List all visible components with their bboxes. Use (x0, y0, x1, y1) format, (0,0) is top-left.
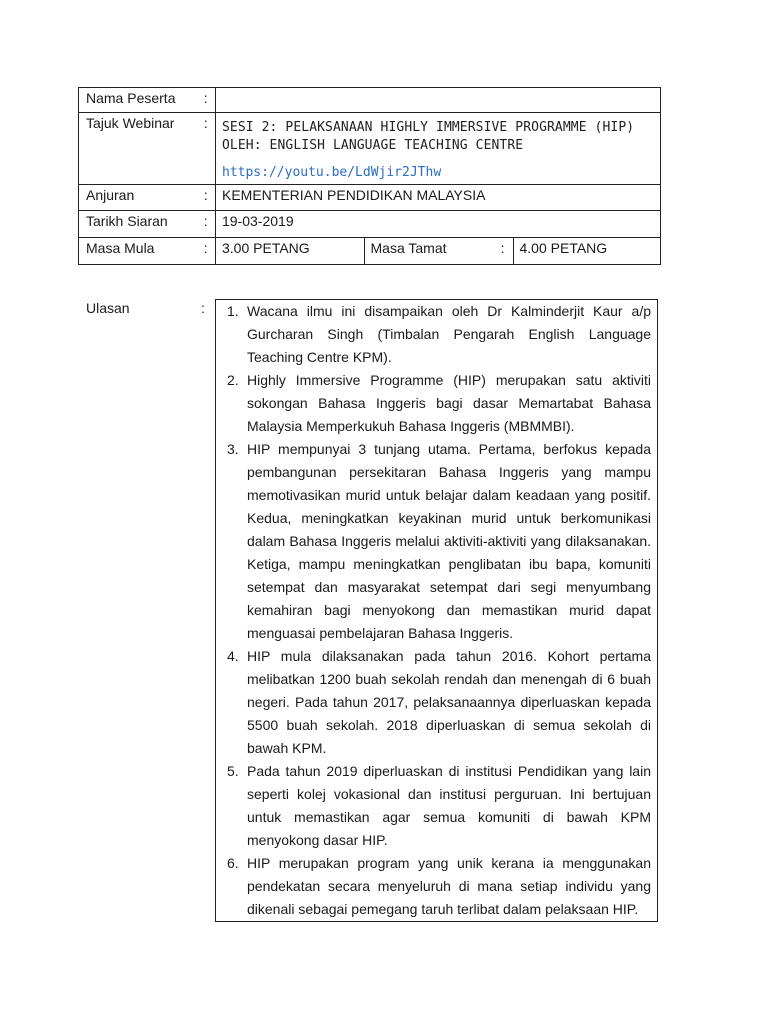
review-item-number: 4. (227, 648, 239, 664)
review-item-text: Highly Immersive Programme (HIP) merupakan satu aktiviti sokongan Bahasa Inggeris bagi dasar Memartabat Bahasa Malaysia Memperkukuh Bahasa Inggeris (MBMMBI). (247, 372, 651, 434)
organizer-value: KEMENTERIAN PENDIDIKAN MALAYSIA (216, 185, 661, 211)
date-value: 19-03-2019 (216, 211, 661, 238)
review-item-number: 5. (227, 763, 239, 779)
title-colon: : (197, 113, 216, 185)
organizer-label: Anjuran (79, 185, 197, 211)
review-item-text: Wacana ilmu ini disampaikan oleh Dr Kalminderjit Kaur a/p Gurcharan Singh (Timbalan Pengarah English Language Teaching Centre KPM). (247, 303, 651, 365)
participant-value (216, 88, 661, 113)
review-item (227, 852, 651, 921)
review-item (227, 438, 651, 645)
participant-label: Nama Peserta (79, 88, 197, 113)
participant-row (79, 88, 661, 113)
review-item-text: HIP merupakan program yang unik kerana ia menggunakan pendekatan secara menyeluruh di mana setiap individu yang dikenali sebagai pemegang taruh terlibat dalam pelaksaan HIP. (247, 855, 651, 917)
end-label-cell (364, 238, 513, 264)
review-label: Ulasan (86, 300, 130, 316)
organizer-row (79, 185, 661, 211)
date-label: Tarikh Siaran (79, 211, 197, 238)
organizer-colon: : (197, 185, 216, 211)
review-item (227, 760, 651, 852)
start-colon: : (197, 238, 216, 265)
webinar-info-table (78, 87, 661, 265)
title-cell (216, 113, 661, 185)
end-value: 4.00 PETANG (519, 240, 608, 256)
end-label: Masa Tamat (370, 240, 447, 256)
time-subtable (216, 238, 661, 264)
review-item (227, 300, 651, 369)
review-item (227, 645, 651, 760)
title-row (79, 113, 661, 185)
participant-colon: : (197, 88, 216, 113)
review-item-number: 1. (227, 303, 239, 319)
review-box (215, 299, 658, 922)
start-value: 3.00 PETANG (222, 240, 310, 256)
start-label: Masa Mula (79, 238, 197, 265)
date-colon: : (197, 211, 216, 238)
date-row (79, 211, 661, 238)
review-item (227, 369, 651, 438)
review-item-number: 6. (227, 855, 239, 871)
review-item-number: 2. (227, 372, 239, 388)
review-item-text: HIP mula dilaksanakan pada tahun 2016. Kohort pertama melibatkan 1200 buah sekolah rendah dan menengah di 6 buah negeri. Pada tahun 2017, pelaksanaannya diperluaskan kepada 5500 buah sekolah. 2018 diperluaskan di semua sekolah di bawah KPM. (247, 648, 651, 756)
review-colon: : (201, 300, 205, 316)
end-colon: : (500, 240, 505, 256)
review-item-number: 3. (227, 441, 239, 457)
time-cell (216, 238, 661, 265)
youtube-link[interactable]: https://youtu.be/LdWjir2JThw (222, 165, 442, 180)
title-label: Tajuk Webinar (79, 113, 197, 185)
time-row (79, 238, 661, 265)
review-list (216, 300, 657, 921)
webinar-title: SESI 2: PELAKSANAAN HIGHLY IMMERSIVE PROGRAMME (HIP) OLEH: ENGLISH LANGUAGE TEACHING CENTRE (222, 120, 635, 153)
review-item-text: HIP mempunyai 3 tunjang utama. Pertama, berfokus kepada pembangunan persekitaran Bahasa Inggeris yang mampu memotivasikan murid untuk belajar dalam keadaan yang positif. Kedua, meningkatkan keyakinan murid untuk berkomunikasi dalam Bahasa Inggeris melalui aktiviti-aktiviti yang dilaksanakan. Ketiga, mampu meningkatkan penglibatan ibu bapa, komuniti setempat dan masyarakat setempat dari segi menyumbang kemahiran bagi menyokong dan memastikan murid dapat menguasai pembelajaran Bahasa Inggeris. (247, 441, 651, 641)
review-item-text: Pada tahun 2019 diperluaskan di institusi Pendidikan yang lain seperti kolej vokasional dan institusi perguruan. Ini bertujuan untuk memastikan agar semua komuniti di bawah KPM menyokong dasar HIP. (247, 763, 651, 848)
